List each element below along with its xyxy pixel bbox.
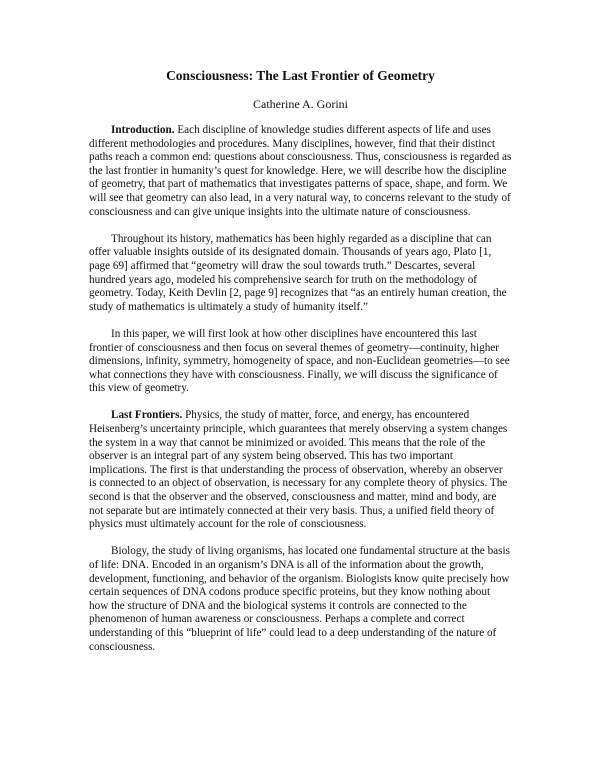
page-title: Consciousness: The Last Frontier of Geometry [166,68,435,83]
section-heading-last-frontiers: Last Frontiers. [111,409,183,422]
paragraph-history [89,233,512,315]
paragraph-text: In this paper, we will first look at how other disciplines have encountered this last frontier of consciousness and then focus on several themes of geometry—continuity, higher dimensions, infinity, symmetry, homogeneity of space, and non-Euclidean geometries—to see what connections they have with consciousness. Finally, we will discuss the significance of this view of geometry. [89,327,510,395]
paragraph-overview [89,328,512,396]
paragraph-text: Biology, the study of living organisms, has located one fundamental structure at the basis of life: DNA. Encoded in an organism’s DNA is all of the information about the growth, development, functioning, and behavior of the organism. Biologists know quite precisely how certain sequences of DNA codons produce specific proteins, but they know nothing about how the structure of DNA and the biological systems it controls are connected to the phenomenon of human awareness or consciousness. Perhaps a complete and correct understanding of this “blueprint of life” could lead to a deep understanding of the nature of consciousness. [89,545,510,653]
paragraph-biology [89,545,512,654]
paragraph-text: Throughout its history, mathematics has been highly regarded as a discipline that can offer valuable insights outside of its designated domain. Thousands of years ago, Plato [1, page 69] affirmed that “geometry will draw the soul towards truth.” Descartes, several hundred years ago, modeled his comprehensive search for truth on the methodology of geometry. Today, Keith Devlin [2, page 9] recognizes that “as an entirely human creation, the study of mathematics is ultimately a study of humanity itself.” [89,232,507,313]
section-heading-introduction: Introduction. [111,124,175,136]
paragraph-text: Each discipline of knowledge studies different aspects of life and uses different methodologies and procedures. Many disciplines, however, find that their distinct paths reach a common end: questions about consciousness. Thus, consciousness is regarded as the last frontier in humanity’s quest for knowledge. Here, we will describe how the discipline of geometry, that part of mathematics that investigates patterns of space, shape, and form. We will see that geometry can also lead, in a very natural way, to concerns relevant to the study of consciousness and can give unique insights into the ultimate nature of consciousness. [89,124,512,218]
paragraph-introduction [89,124,512,219]
paragraph-last-frontiers [89,409,512,531]
paragraph-text: Physics, the study of matter, force, and energy, has encountered Heisenberg’s uncertainty principle, which guarantees that merely observing a system changes the system in a way that cannot be minimized or avoided. This means that the role of the observer is an integral part of any system being observed. This has two important implications. The first is that understanding the process of observation, whereby an observer is connected to an object of observation, is necessary for any complete theory of physics. The second is that the observer and the observed, consciousness and matter, mind and body, are not separate but are intimately connected at their very basis. Thus, a unified field theory of physics must ultimately account for the role of consciousness. [89,409,508,531]
author-name: Catherine A. Gorini [253,97,348,111]
